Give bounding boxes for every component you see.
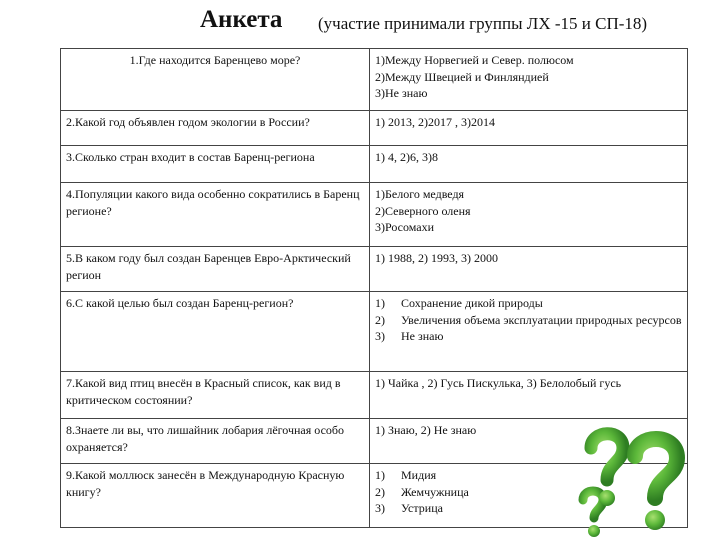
answer-option: 1)Между Норвегией и Север. полюсом bbox=[375, 53, 574, 67]
answer-cell: 1) 2013, 2)2017 , 3)2014 bbox=[370, 111, 688, 146]
answer-cell bbox=[370, 292, 688, 372]
table-row bbox=[61, 146, 688, 183]
answer-option bbox=[375, 295, 682, 312]
option-number: 2) bbox=[375, 312, 385, 327]
option-text: Мидия bbox=[401, 468, 437, 482]
table-row bbox=[61, 111, 688, 146]
answer-option: 2)Между Швецией и Финляндией bbox=[375, 69, 549, 84]
answer-option bbox=[375, 312, 682, 329]
question-cell: 3.Сколько стран входит в состав Баренц-региона bbox=[61, 146, 370, 183]
answer-cell: 1) 4, 2)6, 3)8 bbox=[370, 146, 688, 183]
option-text: Не знаю bbox=[401, 329, 444, 343]
question-cell: 7.Какой вид птиц внесён в Красный список, как вид в критическом состоянии? bbox=[61, 372, 370, 419]
page-subtitle: (участие принимали группы ЛХ -15 и СП-18) bbox=[318, 14, 648, 33]
option-text: Сохранение дикой природы bbox=[401, 296, 543, 310]
answer-cell bbox=[370, 49, 688, 111]
answer-option bbox=[375, 328, 682, 345]
option-number: 3) bbox=[375, 329, 385, 343]
answer-option: 1)Белого медведя bbox=[375, 187, 465, 201]
option-text: Жемчужница bbox=[401, 484, 469, 499]
question-cell: 2.Какой год объявлен годом экологии в России? bbox=[61, 111, 370, 146]
option-text: Устрица bbox=[401, 501, 443, 515]
question-cell: 9.Какой моллюск занесён в Международную Красную книгу? bbox=[61, 464, 370, 528]
answer-option: 3)Не знаю bbox=[375, 86, 428, 100]
question-cell: 8.Знаете ли вы, что лишайник лобария лёгочная особо охраняется? bbox=[61, 419, 370, 464]
answer-option: 3)Росомахи bbox=[375, 220, 435, 234]
answer-cell bbox=[370, 183, 688, 247]
table-row bbox=[61, 292, 688, 372]
option-text: Увеличения объема эксплуатации природных ресурсов bbox=[401, 312, 682, 327]
table-row bbox=[61, 247, 688, 292]
option-number: 1) bbox=[375, 296, 385, 310]
page-title: Анкета bbox=[200, 6, 283, 33]
table-row bbox=[61, 49, 688, 111]
option-number: 2) bbox=[375, 484, 385, 499]
page-header bbox=[0, 6, 720, 46]
question-cell: 4.Популяции какого вида особенно сократились в Баренц регионе? bbox=[61, 183, 370, 247]
answer-option: 2)Северного оленя bbox=[375, 203, 471, 218]
question-cell: 6.С какой целью был создан Баренц-регион? bbox=[61, 292, 370, 372]
question-marks-icon bbox=[565, 418, 695, 540]
question-cell: 5.В каком году был создан Баренцев Евро-Арктический регион bbox=[61, 247, 370, 292]
answer-cell: 1) 1988, 2) 1993, 3) 2000 bbox=[370, 247, 688, 292]
table-row bbox=[61, 372, 688, 419]
option-number: 1) bbox=[375, 468, 385, 482]
answer-cell: 1) Чайка , 2) Гусь Пискулька, 3) Белолобый гусь bbox=[370, 372, 688, 419]
option-number: 3) bbox=[375, 501, 385, 515]
answer-cell: 1) Знаю, 2) Не знаю bbox=[370, 419, 688, 464]
question-cell: 1.Где находится Баренцево море? bbox=[61, 49, 370, 111]
table-row bbox=[61, 183, 688, 247]
